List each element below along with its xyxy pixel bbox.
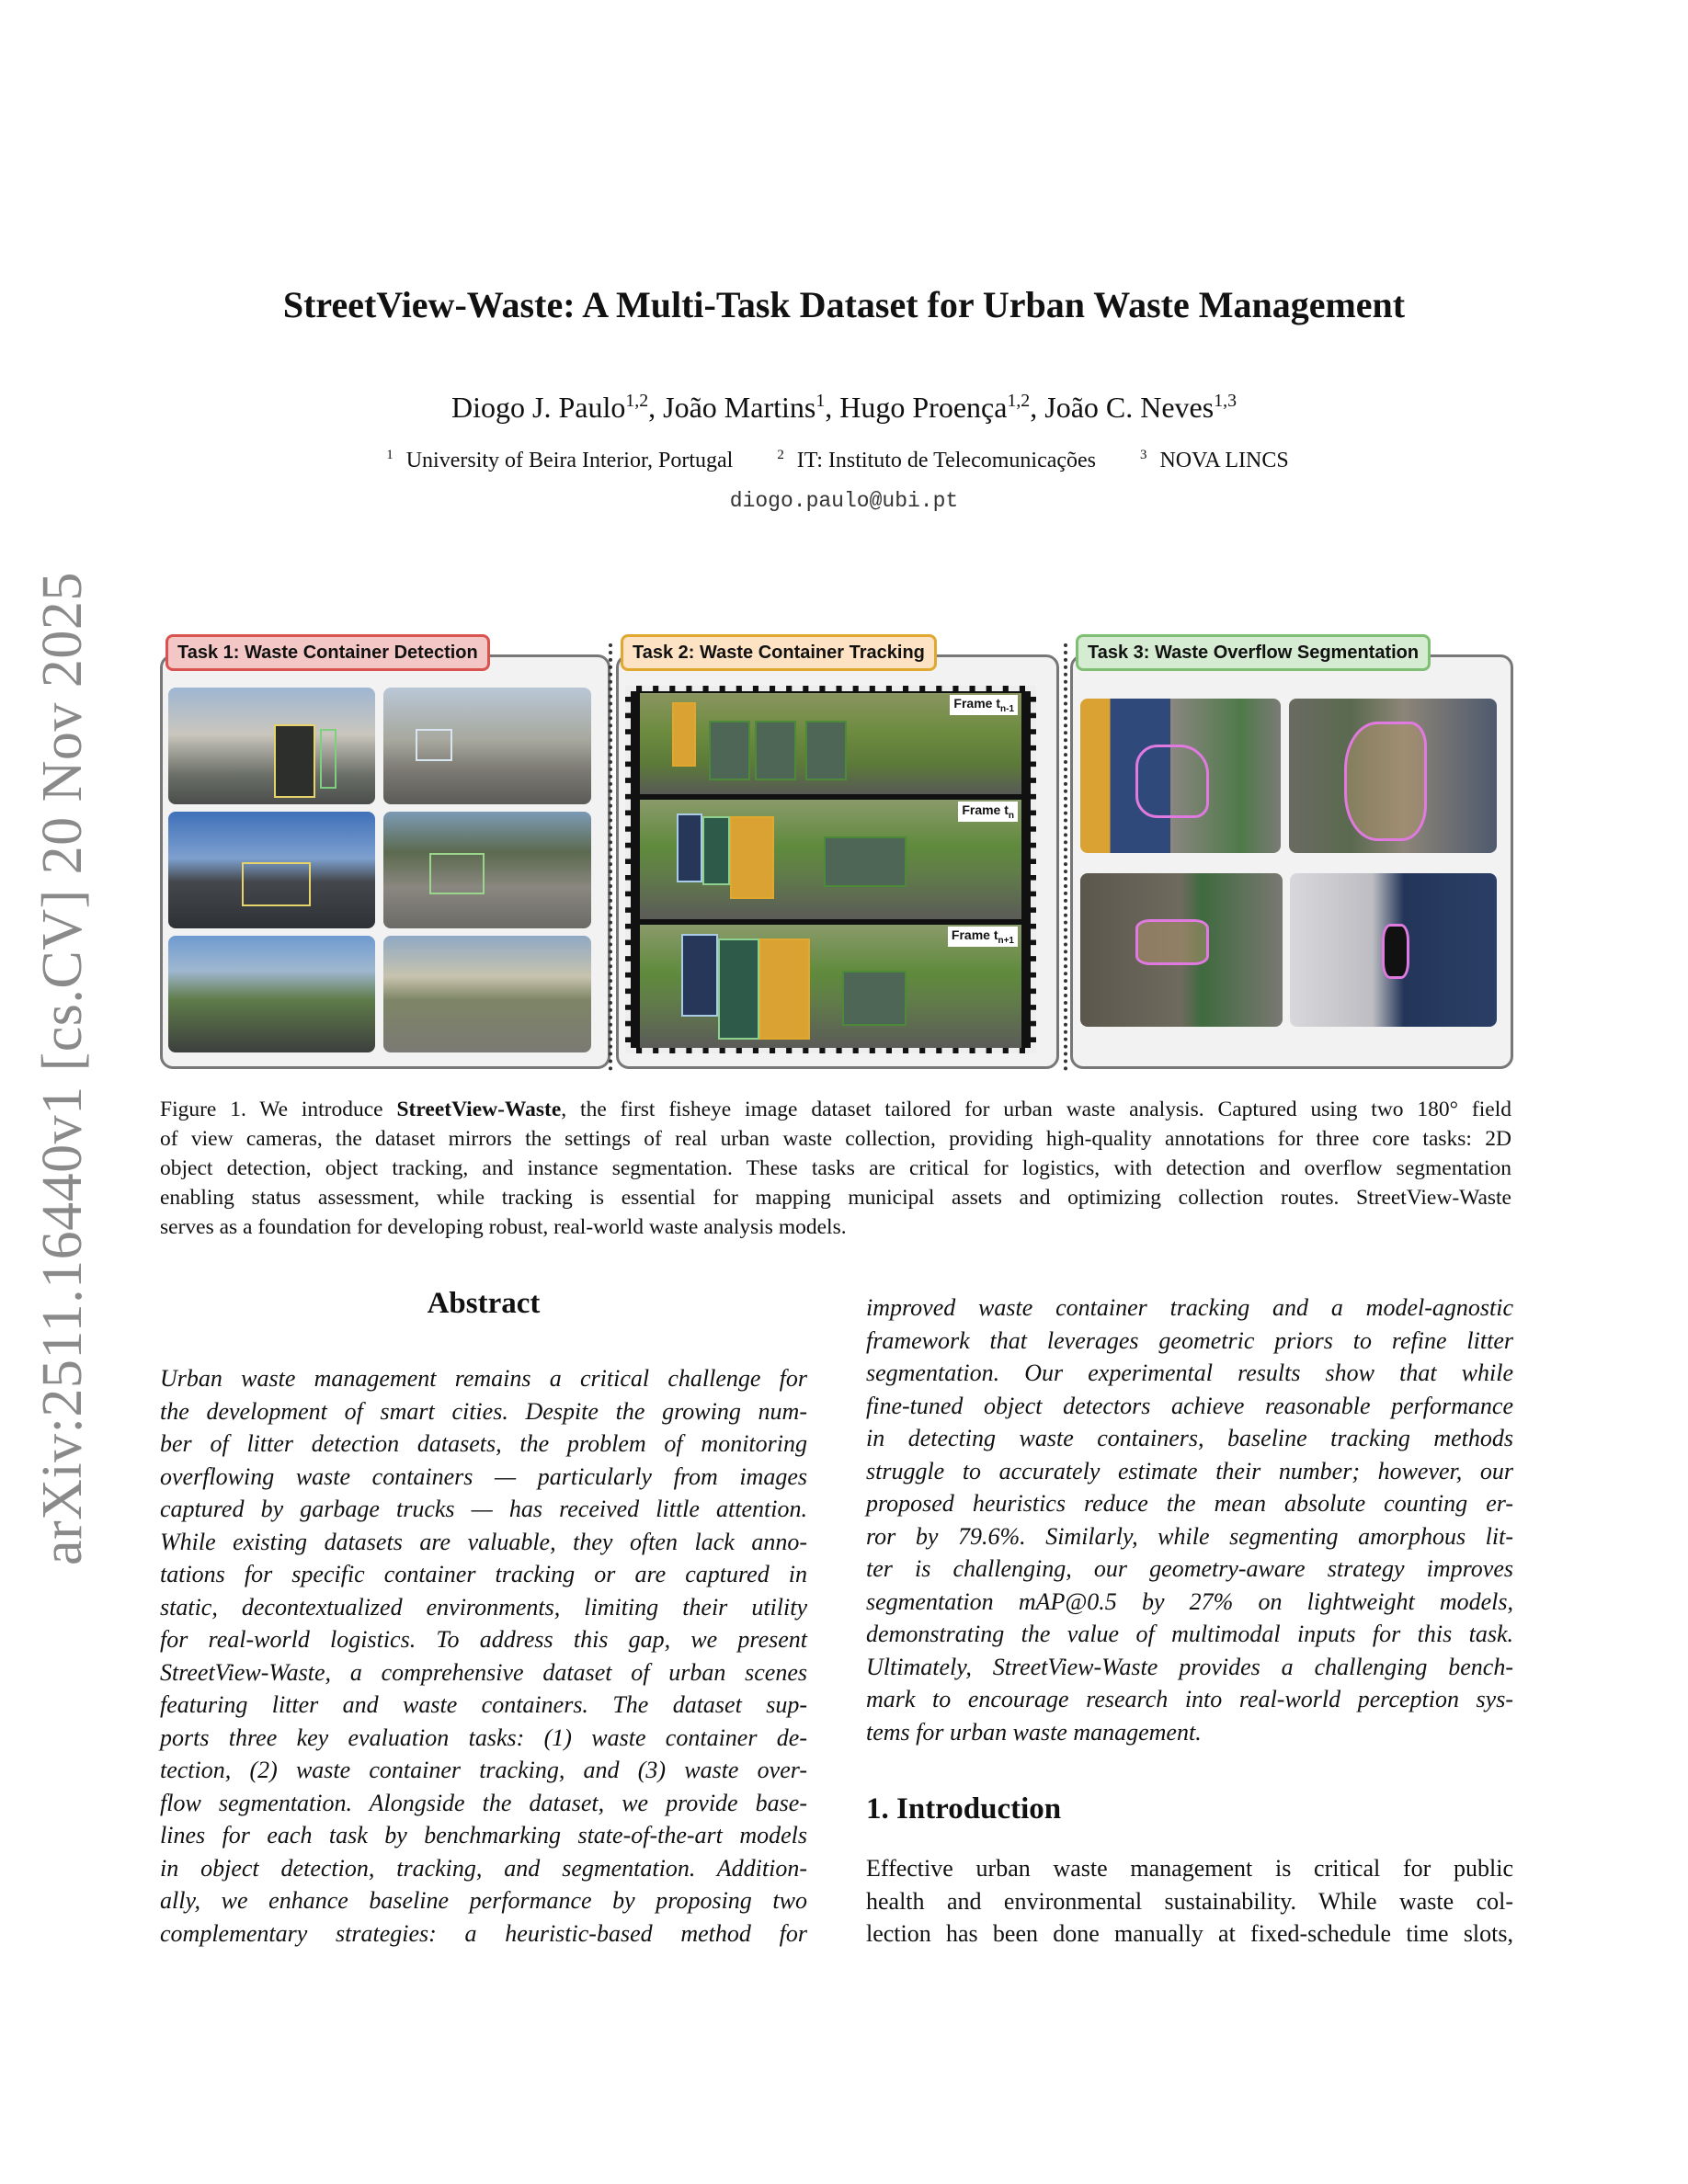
author: João Martins$^1$ xyxy=(663,391,826,424)
affiliation: $^2$ IT: Instituto de Telecomunicações xyxy=(777,448,1097,472)
text-line: segmentation. Our experimental results show that while xyxy=(866,1359,1513,1386)
text-line: ror by 79.6%. Similarly, while segmenting amorphous lit- xyxy=(866,1522,1513,1550)
tracking-filmstrip xyxy=(625,686,1036,1053)
text-line: the development of smart cities. Despite the growing num- xyxy=(160,1397,807,1425)
affiliation: $^3$ NOVA LINCS xyxy=(1140,448,1289,472)
tracking-frame xyxy=(640,800,1021,919)
detection-image xyxy=(383,936,591,1052)
text-line: ally, we enhance baseline performance by proposing two xyxy=(160,1887,807,1914)
text-line: static, decontextualized environments, limiting their utility xyxy=(160,1593,807,1621)
text-line: object detection, object tracking, and instance segmentation. These tasks are critical for logistics, with detection and overflow segmentation xyxy=(160,1156,1511,1180)
task3-label: Task 3: Waste Overflow Segmentation xyxy=(1076,634,1431,671)
segmentation-image xyxy=(1080,699,1281,853)
text-line: in detecting waste containers, baseline tracking methods xyxy=(866,1425,1513,1451)
text-line: featuring litter and waste containers. The dataset sup- xyxy=(160,1691,807,1718)
tracking-frame xyxy=(640,693,1021,794)
paper-title: StreetView-Waste: A Multi-Task Dataset for Urban Waste Management xyxy=(282,284,1406,325)
divider xyxy=(1064,643,1067,1071)
frame-label: Frame $t_{n-1}$ xyxy=(950,695,1018,715)
text-line: tems for urban waste management. xyxy=(866,1718,1202,1746)
frame-label: Frame $t_n$ xyxy=(958,802,1018,822)
text-line: ber of litter detection datasets, the problem of monitoring xyxy=(160,1430,807,1457)
detection-image xyxy=(168,812,375,928)
text-line: captured by garbage trucks — has received little attention. xyxy=(160,1496,807,1522)
text-line: fine-tuned object detectors achieve reasonable performance xyxy=(866,1392,1513,1419)
caption-line: Figure 1. We introduce StreetView-Waste, the first fisheye image dataset tailored for urban waste analysis. Captured using two 180° field xyxy=(160,1098,1511,1121)
text-line: complementary strategies: a heuristic-based method for xyxy=(160,1919,807,1947)
segmentation-image xyxy=(1289,699,1497,853)
text-line: mark to encourage research into real-world perception sys- xyxy=(866,1686,1513,1712)
task1-label: Task 1: Waste Container Detection xyxy=(165,634,490,671)
text-line: While existing datasets are valuable, they often lack anno- xyxy=(160,1528,807,1555)
segmentation-image xyxy=(1290,873,1497,1027)
divider xyxy=(609,643,612,1071)
text-line: overflowing waste containers — particularly from images xyxy=(160,1462,807,1490)
abstract-right-column xyxy=(866,1291,1513,1748)
text-line: segmentation mAP@0.5 by 27% on lightweight models, xyxy=(866,1587,1513,1615)
figure-caption xyxy=(160,1095,1511,1242)
text-line: ter is challenging, our geometry-aware strategy improves xyxy=(866,1555,1513,1582)
contact-email[interactable]: diogo.paulo@ubi.pt xyxy=(729,489,959,513)
introduction-heading: 1. Introduction xyxy=(866,1792,1062,1826)
detection-image xyxy=(383,812,591,928)
abstract-heading: Abstract xyxy=(427,1287,541,1320)
text-line: flow segmentation. Alongside the dataset, we provide base- xyxy=(160,1789,807,1816)
introduction-body xyxy=(866,1852,1513,1951)
frame-label: Frame $t_{n+1}$ xyxy=(948,927,1018,947)
text-line: enabling status assessment, while tracking is essential for mapping municipal assets and optimizing collection routes. StreetView-Waste xyxy=(160,1186,1511,1210)
text-line: proposed heuristics reduce the mean absolute counting er- xyxy=(866,1490,1513,1517)
abstract-left-column xyxy=(160,1362,807,1950)
affiliation: $^1$ University of Beira Interior, Portugal xyxy=(386,448,734,472)
segmentation-image xyxy=(1080,873,1283,1027)
text-line: demonstrating the value of multimodal inputs for this task. xyxy=(866,1621,1513,1647)
text-line: Effective urban waste management is critical for public xyxy=(866,1855,1513,1882)
detection-image xyxy=(168,936,375,1052)
text-line: of view cameras, the dataset mirrors the settings of real urban waste collection, providing high-quality annotations for three core tasks: 2D xyxy=(160,1127,1511,1151)
task2-label: Task 2: Waste Container Tracking xyxy=(621,634,937,671)
text-line: struggle to accurately estimate their number; however, our xyxy=(866,1457,1513,1484)
text-line: lection has been done manually at fixed-schedule time slots, xyxy=(866,1920,1513,1947)
text-line: lines for each task by benchmarking state-of-the-art models xyxy=(160,1822,807,1848)
text-line: health and environmental sustainability. While waste col- xyxy=(866,1887,1513,1915)
text-line: Urban waste management remains a critical challenge for xyxy=(160,1365,807,1392)
affiliations xyxy=(0,449,1688,473)
author-list: Diogo J. Paulo$^{1,2}$, João Martins$^1$, Hugo Proença$^{1,2}$, João C. Neves$^{1,3}$ xyxy=(451,391,1237,424)
text-line: serves as a foundation for developing robust, real-world waste analysis models. xyxy=(160,1215,847,1239)
text-line: framework that leverages geometric priors to refine litter xyxy=(866,1326,1513,1354)
text-line: Ultimately, StreetView-Waste provides a challenging bench- xyxy=(866,1653,1513,1680)
text-line: in object detection, tracking, and segmentation. Addition- xyxy=(160,1854,807,1882)
author: Hugo Proença$^{1,2}$ xyxy=(839,391,1031,424)
text-line: improved waste container tracking and a model-agnostic xyxy=(866,1294,1513,1321)
text-line: tection, (2) waste container tracking, and (3) waste over- xyxy=(160,1757,807,1783)
text-line: StreetView-Waste, a comprehensive dataset of urban scenes xyxy=(160,1658,807,1686)
detection-image xyxy=(383,688,591,804)
tracking-frame xyxy=(640,925,1021,1048)
arxiv-stamp: arXiv:2511.16440v1 [cs.CV] 20 Nov 2025 xyxy=(31,572,94,1565)
author: João C. Neves$^{1,3}$ xyxy=(1044,391,1237,424)
text-line: for real-world logistics. To address this gap, we present xyxy=(160,1626,807,1653)
text-line: tations for specific container tracking or are captured in xyxy=(160,1561,807,1587)
detection-image xyxy=(168,688,375,804)
author: Diogo J. Paulo$^{1,2}$ xyxy=(451,391,649,424)
text-line: ports three key evaluation tasks: (1) waste container de- xyxy=(160,1723,807,1751)
